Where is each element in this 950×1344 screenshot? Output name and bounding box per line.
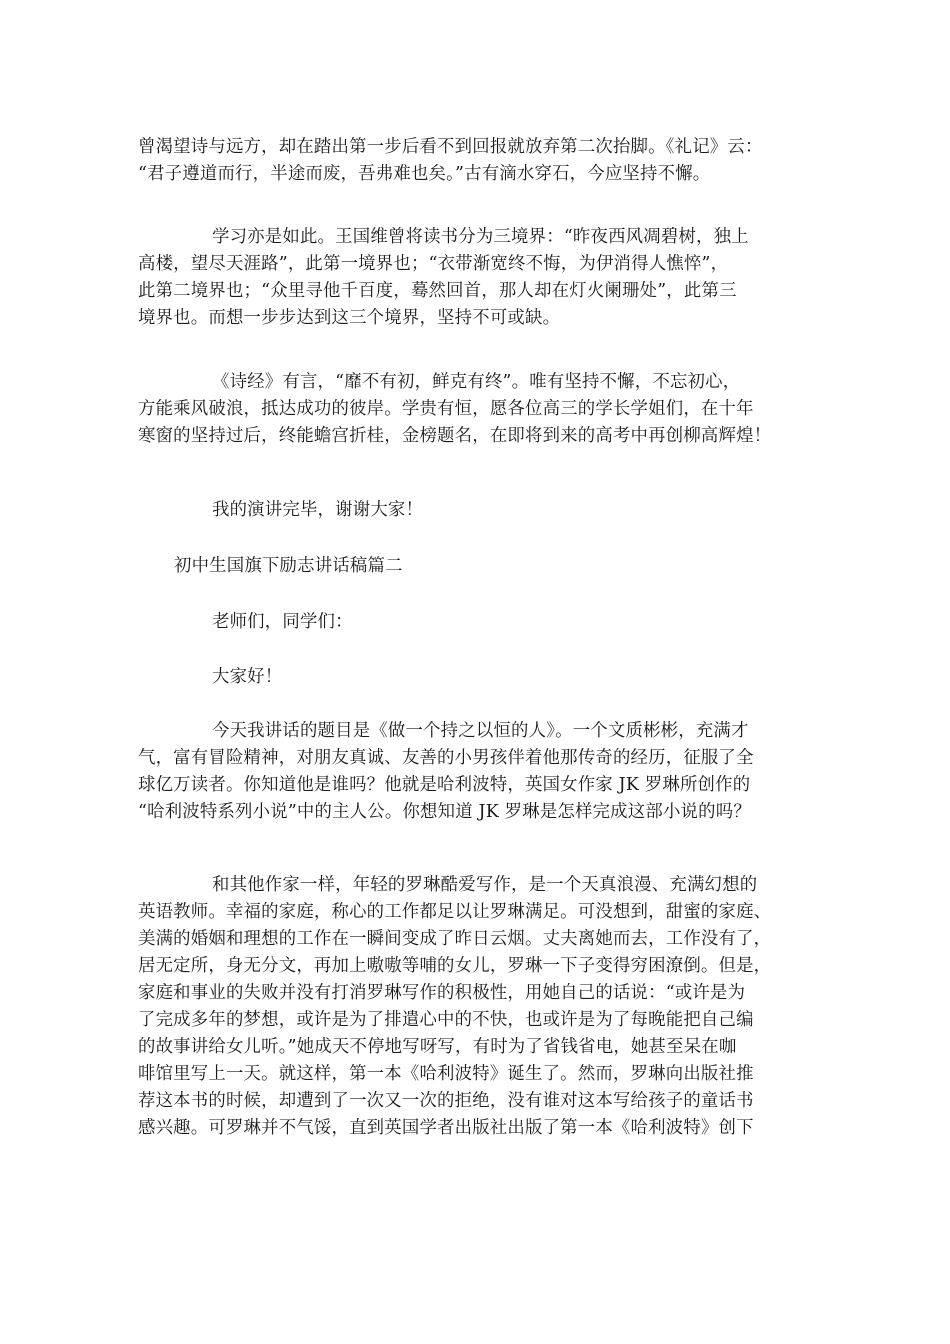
paragraph-3 [138,369,810,450]
text-line: 此第二境界也；“众里寻他千百度，蓦然回首，那人却在灯火阑珊处”，此第三 [138,281,737,301]
text-line: 的故事讲给女儿听。”她成天不停地写呀写，有时为了省钱省电，她甚至呆在咖 [138,1037,737,1057]
text-line: 气，富有冒险精神，对朋友真诚、友善的小男孩伴着他那传奇的经历，征服了全 [138,748,754,768]
text-line: 曾渴望诗与远方，却在踏出第一步后看不到回报就放弃第二次抬脚。《礼记》云： [138,137,763,157]
text-line: 老师们，同学们： [212,612,353,632]
text-line: 英语教师。幸福的家庭，称心的工作都足以让罗琳满足。可没想到，甜蜜的家庭、 [138,902,772,922]
paragraph-salutation [138,609,810,636]
text-line: 感兴趣。可罗琳并不气馁，直到英国学者出版社出版了第一本《哈利波特》创下 [138,1118,754,1138]
text-line: 和其他作家一样，年轻的罗琳酷爱写作，是一个天真浪漫、充满幻想的 [212,875,758,895]
text-line: 了完成多年的梦想，或许是为了排遣心中的不快，也或许是为了每晚能把自己编 [138,1010,754,1030]
text-line: 美满的婚姻和理想的工作在一瞬间变成了昨日云烟。丈夫离她而去，工作没有了， [138,929,772,949]
paragraph-2 [138,224,810,332]
text-line: “哈利波特系列小说”中的主人公。你想知道 JK 罗琳是怎样完成这部小说的吗？ [138,802,751,822]
paragraph-4 [138,718,810,826]
text-line: 寒窗的坚持过后，终能蟾宫折桂，金榜题名，在即将到来的高考中再创柳高辉煌！ [138,426,772,446]
text-line: 荐这本书的时候，却遭到了一次又一次的拒绝，没有谁对这本写给孩子的童话书 [138,1091,754,1111]
text-line: 家庭和事业的失败并没有打消罗琳写作的积极性，用她自己的话说：“或许是为 [138,983,746,1003]
paragraph-greeting [138,664,810,691]
text-line: 学习亦是如此。王国维曾将读书分为三境界：“昨夜西风凋碧树，独上 [212,227,749,247]
text-line: 啡馆里写上一天。就这样，第一本《哈利波特》诞生了。然而，罗琳向出版社推 [138,1064,754,1084]
paragraph-closing [138,497,810,524]
text-line: 居无定所，身无分文，再加上嗷嗷等哺的女儿，罗琳一下子变得穷困潦倒。但是， [138,956,772,976]
text-line: 球亿万读者。你知道他是谁吗？他就是哈利波特，英国女作家 JK 罗琳所创作的 [138,775,751,795]
paragraph-5 [138,872,810,1142]
text-line: 方能乘风破浪，抵达成功的彼岸。学贵有恒，愿各位高三的学长学姐们，在十年 [138,399,754,419]
heading-line: 初中生国旗下励志讲话稿篇二 [174,556,403,576]
text-line: 我的演讲完毕，谢谢大家！ [212,500,424,520]
text-line: 境界也。而想一步步达到这三个境界，坚持不可或缺。 [138,308,561,328]
text-line: 今天我讲话的题目是《做一个持之以恒的人》。一个文质彬彬，充满才 [212,721,749,741]
section-heading [138,553,810,580]
paragraph-1 [138,134,810,188]
text-line: “君子遵道而行，半途而废，吾弗难也矣。”古有滴水穿石，今应坚持不懈。 [138,164,711,184]
text-line: 《诗经》有言，“靡不有初，鲜克有终”。唯有坚持不懈，不忘初心， [212,372,741,392]
text-line: 大家好！ [212,667,283,687]
text-line: 高楼，望尽天涯路”，此第一境界也；“衣带渐宽终不悔，为伊消得人憔悴”， [138,254,729,274]
